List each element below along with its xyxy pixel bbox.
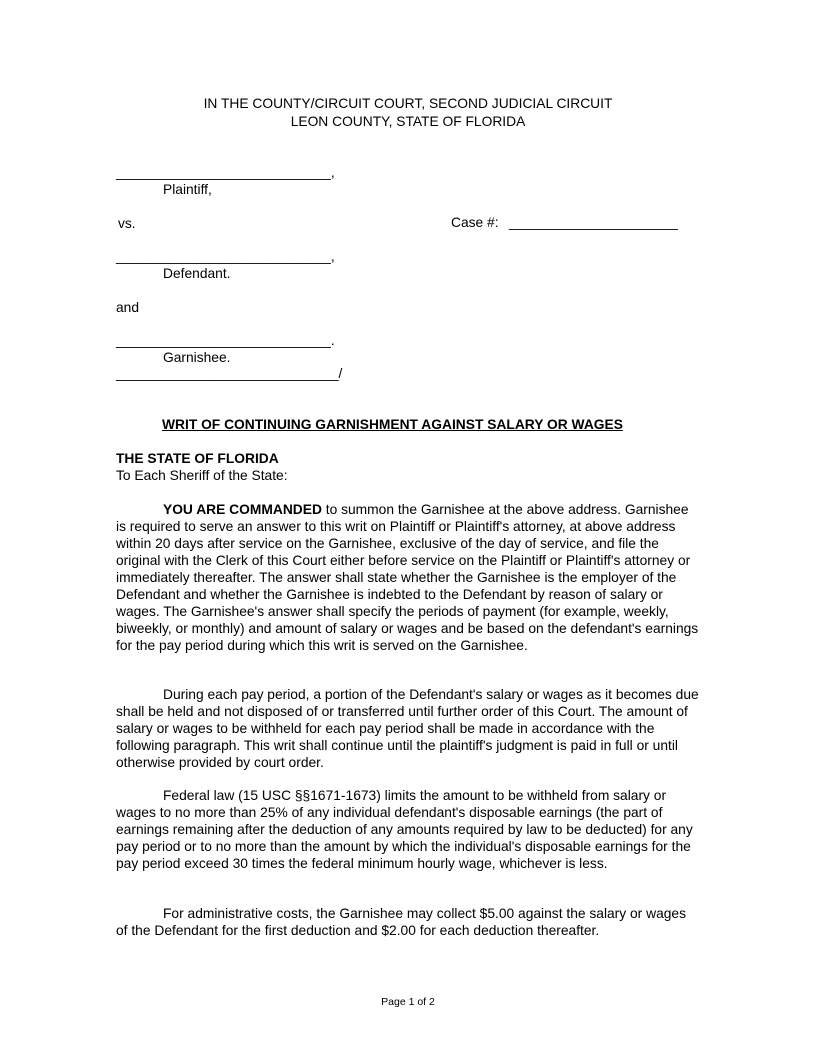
and-label: and [116, 300, 140, 315]
document-title: WRIT OF CONTINUING GARNISHMENT AGAINST SALARY OR WAGES [162, 417, 623, 432]
paragraph-commanded [116, 501, 700, 654]
paragraph-pay-period [116, 686, 700, 771]
plaintiff-label: Plaintiff, [163, 182, 212, 197]
paragraph-federal-law [116, 787, 700, 872]
garnishee-blank: ____________________________. [116, 333, 335, 348]
case-number-blank: ______________________ [509, 215, 678, 230]
defendant-blank: ____________________________, [116, 249, 335, 264]
plaintiff-blank: ____________________________, [116, 165, 335, 180]
case-number-label: Case #: [451, 215, 499, 230]
paragraph-administrative-costs [116, 905, 700, 939]
federal-law-body: Federal law (15 USC §§1671-1673) limits the amount to be withheld from salary or wages to no more than 25% of any individual defendant's disposable earnings (the part of earnings remaining after the deduction of any amounts required by law to be deducted) for any pay period or to no more than the amount by which the individual's disposable earnings for the pay period exceed 30 times the federal minimum hourly wage, whichever is less. [116, 788, 693, 871]
caption-closing-blank: _____________________________/ [116, 366, 343, 381]
court-header-line-2: LEON COUNTY, STATE OF FLORIDA [290, 114, 526, 129]
defendant-label: Defendant. [163, 266, 231, 281]
pay-period-body: During each pay period, a portion of the Defendant's salary or wages as it becomes due shall be held and not disposed of or transferred until further order of this Court. The amount of salary or wages to be withheld for each pay period shall be made in accordance with the following paragraph. This writ shall continue until the plaintiff's judgment is paid in full or until otherwise provided by court order. [116, 687, 699, 770]
commanded-lead: YOU ARE COMMANDED [163, 502, 322, 517]
vs-label: vs. [118, 216, 136, 231]
salutation-line: To Each Sheriff of the State: [116, 468, 288, 483]
page-number: Page 1 of 2 [381, 996, 435, 1008]
court-header-line-1: IN THE COUNTY/CIRCUIT COURT, SECOND JUDICIAL CIRCUIT [203, 96, 613, 111]
administrative-costs-body: For administrative costs, the Garnishee may collect $5.00 against the salary or wages of the Defendant for the first deduction and $2.00 for each deduction thereafter. [116, 906, 686, 938]
garnishee-label: Garnishee. [163, 350, 231, 365]
commanded-body: to summon the Garnishee at the above address. Garnishee is required to serve an answer to this writ on Plaintiff or Plaintiff's attorney, at above address within 20 days after service on the Garnishee, exclusive of the day of service, and file the original with the Clerk of this Court either before service on the Plaintiff or Plaintiff's attorney or immediately thereafter. The answer shall state whether the Garnishee is the employer of the Defendant and whether the Garnishee is indebted to the Defendant by reason of salary or wages. The Garnishee's answer shall specify the periods of payment (for example, weekly, biweekly, or monthly) and amount of salary or wages and be based on the defendant's earnings for the pay period during which this writ is served on the Garnishee. [116, 502, 699, 653]
state-of-florida-heading: THE STATE OF FLORIDA [116, 451, 279, 466]
